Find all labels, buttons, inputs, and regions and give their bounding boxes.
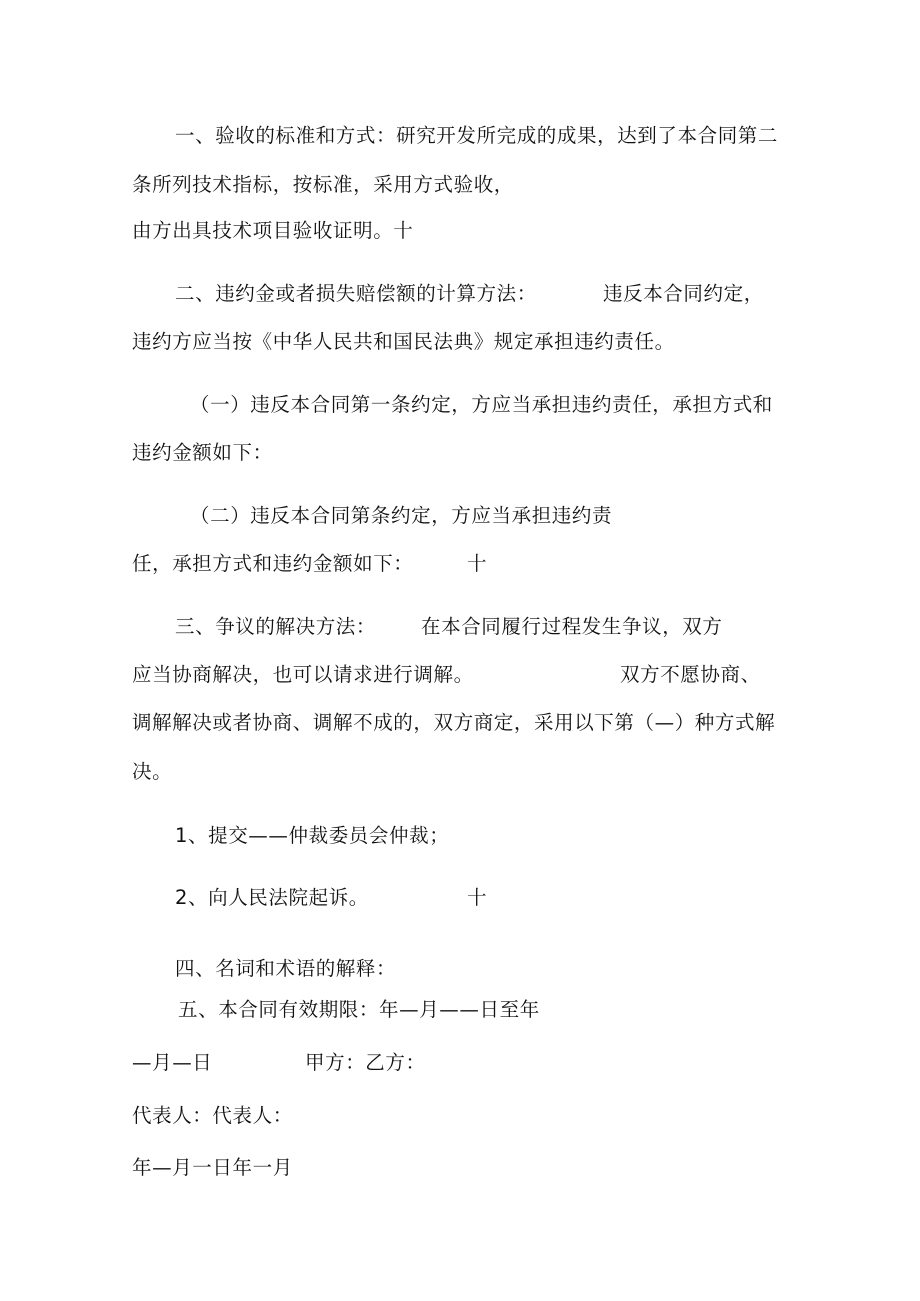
clause-2-heading: 二、违约金或者损失赔偿额的计算方法： bbox=[175, 282, 537, 305]
representative-labels: 代表人：代表人： bbox=[132, 1104, 293, 1127]
clause-1-line-1: 一、验收的标准和方式：研究开发所完成的成果，达到了本合同第二 bbox=[175, 124, 779, 147]
clause-1-line-2: 条所列技术指标，按标准，采用方式验收， bbox=[132, 173, 514, 196]
cross-mark: 十 bbox=[467, 552, 488, 575]
clause-5-line-2: —月—日 bbox=[132, 1051, 213, 1074]
clause-5-line-1: 五、本合同有效期限：年—月——日至年 bbox=[178, 998, 540, 1021]
party-labels: 甲方：乙方： bbox=[305, 1051, 426, 1074]
clause-2-line-1-tail: 违反本合同约定， bbox=[603, 282, 764, 305]
clause-3-line-3: 调解解决或者协商、调解不成的，双方商定，采用以下第（—）种方式解 bbox=[132, 711, 776, 734]
clause-4-heading: 四、名词和术语的解释： bbox=[175, 957, 397, 980]
clause-2-item-2-line-1: （二）违反本合同第条约定，方应当承担违约责 bbox=[190, 504, 613, 527]
clause-3-line-2: 应当协商解决，也可以请求进行调解。 bbox=[132, 663, 474, 686]
clause-3-heading: 三、争议的解决方法： bbox=[175, 615, 377, 638]
clause-2-line-2: 违约方应当按《中华人民共和国民法典》规定承担违约责任。 bbox=[132, 330, 675, 353]
clause-3-line-4: 决。 bbox=[132, 760, 173, 783]
clause-3-option-2: 2、向人民法院起诉。 bbox=[175, 886, 369, 909]
cross-mark: 十 bbox=[467, 886, 488, 909]
clause-1-line-3: 由方出具技术项目验收证明。十 bbox=[132, 219, 414, 242]
signature-dates: 年—月一日年一月 bbox=[132, 1156, 293, 1179]
clause-2-item-1-line-2: 违约金额如下： bbox=[132, 441, 273, 464]
clause-3-line-1-tail: 在本合同履行过程发生争议，双方 bbox=[421, 615, 723, 638]
clause-2-item-2-line-2: 任，承担方式和违约金额如下： bbox=[132, 552, 414, 575]
clause-3-option-1: 1、提交——仲裁委员会仲裁； bbox=[175, 824, 450, 847]
clause-3-line-2-tail: 双方不愿协商、 bbox=[620, 663, 761, 686]
clause-2-item-1-line-1: （一）违反本合同第一条约定，方应当承担违约责任，承担方式和 bbox=[190, 393, 773, 416]
